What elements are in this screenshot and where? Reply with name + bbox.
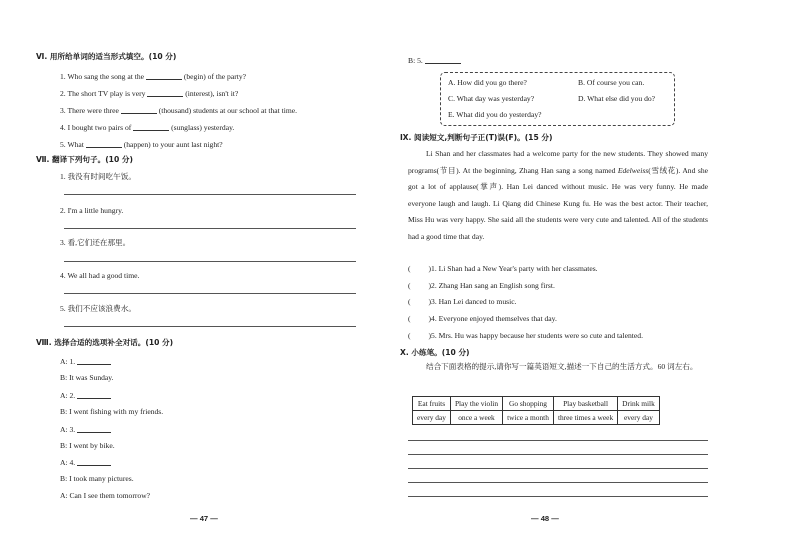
answer-blank[interactable]	[146, 71, 182, 80]
tf-item-5: ( )5. Mrs. Hu was happy because her students were so cute and talented.	[408, 331, 643, 340]
option-e: E. What did you do yesterday?	[448, 110, 542, 119]
table-cell: once a week	[450, 411, 502, 425]
section-9-title: Ⅸ. 阅读短文,判断句子正(T)误(F)。(15 分)	[400, 133, 553, 142]
question-6-4: 4. I bought two pairs of (sunglass) yesterday.	[60, 123, 235, 132]
dialogue-line: A: Can I see them tomorrow?	[60, 491, 151, 500]
table-cell: Eat fruits	[413, 397, 451, 411]
dialogue-line: A: 1.	[60, 356, 111, 367]
answer-blank[interactable]	[147, 88, 183, 97]
table-cell: Play basketball	[553, 397, 617, 411]
table-cell: twice a month	[503, 411, 554, 425]
table-row	[413, 411, 660, 425]
answer-blank[interactable]	[425, 55, 461, 64]
translate-item-2: 2. I'm a little hungry.	[60, 206, 124, 215]
dialogue-line: B: I went fishing with my friends.	[60, 407, 164, 416]
option-d: D. What else did you do?	[578, 94, 656, 103]
answer-blank[interactable]	[133, 122, 169, 131]
reading-passage: Li Shan and her classmates had a welcome party for the new students. They showed many programs(节目). At the beginning, Zhang Han sang a song named Edelweiss(雪绒花). And she got a lot of applause(掌声). Han Lei danced without music. He was very funny. He made everyone laugh and laugh. Li Qiang did Chinese Kung fu. He was the best actor. Their teacher, Miss Hu was very happy. She said all the students were very cute and talented. All of the students had a good time that day.	[408, 149, 708, 241]
tf-item-1: ( )1. Li Shan had a New Year's party with her classmates.	[408, 264, 598, 273]
answer-blank[interactable]	[77, 390, 111, 399]
tf-item-4: ( )4. Everyone enjoyed themselves that day.	[408, 314, 557, 323]
writing-line[interactable]	[408, 440, 708, 441]
answer-line[interactable]	[64, 293, 356, 294]
answer-blank[interactable]	[77, 424, 111, 433]
dialogue-line: B: It was Sunday.	[60, 373, 114, 382]
table-cell: every day	[413, 411, 451, 425]
dialogue-line: A: 2.	[60, 390, 111, 401]
table-cell: Go shopping	[503, 397, 554, 411]
writing-line[interactable]	[408, 468, 708, 469]
answer-line[interactable]	[64, 261, 356, 262]
page-number-left: — 47 —	[190, 514, 218, 523]
answer-line[interactable]	[64, 228, 356, 229]
answer-blank[interactable]	[77, 457, 111, 466]
dialogue-line: A: 4.	[60, 457, 111, 468]
table-cell: Play the violin	[450, 397, 502, 411]
translate-item-3: 3. 看,它们还在那里。	[60, 238, 131, 247]
tf-item-2: ( )2. Zhang Han sang an English song first.	[408, 281, 555, 290]
answer-blank[interactable]	[121, 105, 157, 114]
table-cell: Drink milk	[618, 397, 660, 411]
question-6-2: 2. The short TV play is very (interest), isn't it?	[60, 89, 239, 98]
dialogue-line: B: I took many pictures.	[60, 474, 134, 483]
table-cell: three times a week	[553, 411, 617, 425]
question-6-5: 5. What (happen) to your aunt last night?	[60, 140, 223, 149]
section-6-title: Ⅵ. 用所给单词的适当形式填空。(10 分)	[36, 52, 177, 61]
writing-line[interactable]	[408, 482, 708, 483]
option-a: A. How did you go there?	[448, 78, 527, 87]
dialogue-line: A: 3.	[60, 424, 111, 435]
answer-line[interactable]	[64, 194, 356, 195]
option-c: C. What day was yesterday?	[448, 94, 535, 103]
question-6-3: 3. There were three (thousand) students at our school at that time.	[60, 106, 298, 115]
dialogue-line-b5: B: 5.	[408, 55, 461, 66]
writing-line[interactable]	[408, 496, 708, 497]
writing-instruction: 结合下面表格的提示,请你写一篇英语短文,描述一下自己的生活方式。60 词左右。	[426, 362, 698, 371]
translate-item-5: 5. 我们不应该浪费水。	[60, 304, 136, 313]
section-8-title: Ⅷ. 选择合适的选项补全对话。(10 分)	[36, 338, 174, 347]
translate-item-1: 1. 我没有时间吃午饭。	[60, 172, 136, 181]
table-cell: every day	[618, 411, 660, 425]
section-10-title: Ⅹ. 小练笔。(10 分)	[400, 348, 470, 357]
answer-blank[interactable]	[86, 139, 122, 148]
lifestyle-table	[412, 396, 660, 425]
tf-item-3: ( )3. Han Lei danced to music.	[408, 297, 517, 306]
table-row	[413, 397, 660, 411]
page-number-right: — 48 —	[531, 514, 559, 523]
section-7-title: Ⅶ. 翻译下列句子。(10 分)	[36, 155, 133, 164]
dialogue-line: B: I went by bike.	[60, 441, 115, 450]
question-6-1: 1. Who sang the song at the (begin) of the party?	[60, 72, 247, 81]
writing-line[interactable]	[408, 454, 708, 455]
option-b: B. Of course you can.	[578, 78, 645, 87]
answer-line[interactable]	[64, 326, 356, 327]
answer-blank[interactable]	[77, 356, 111, 365]
translate-item-4: 4. We all had a good time.	[60, 271, 140, 280]
